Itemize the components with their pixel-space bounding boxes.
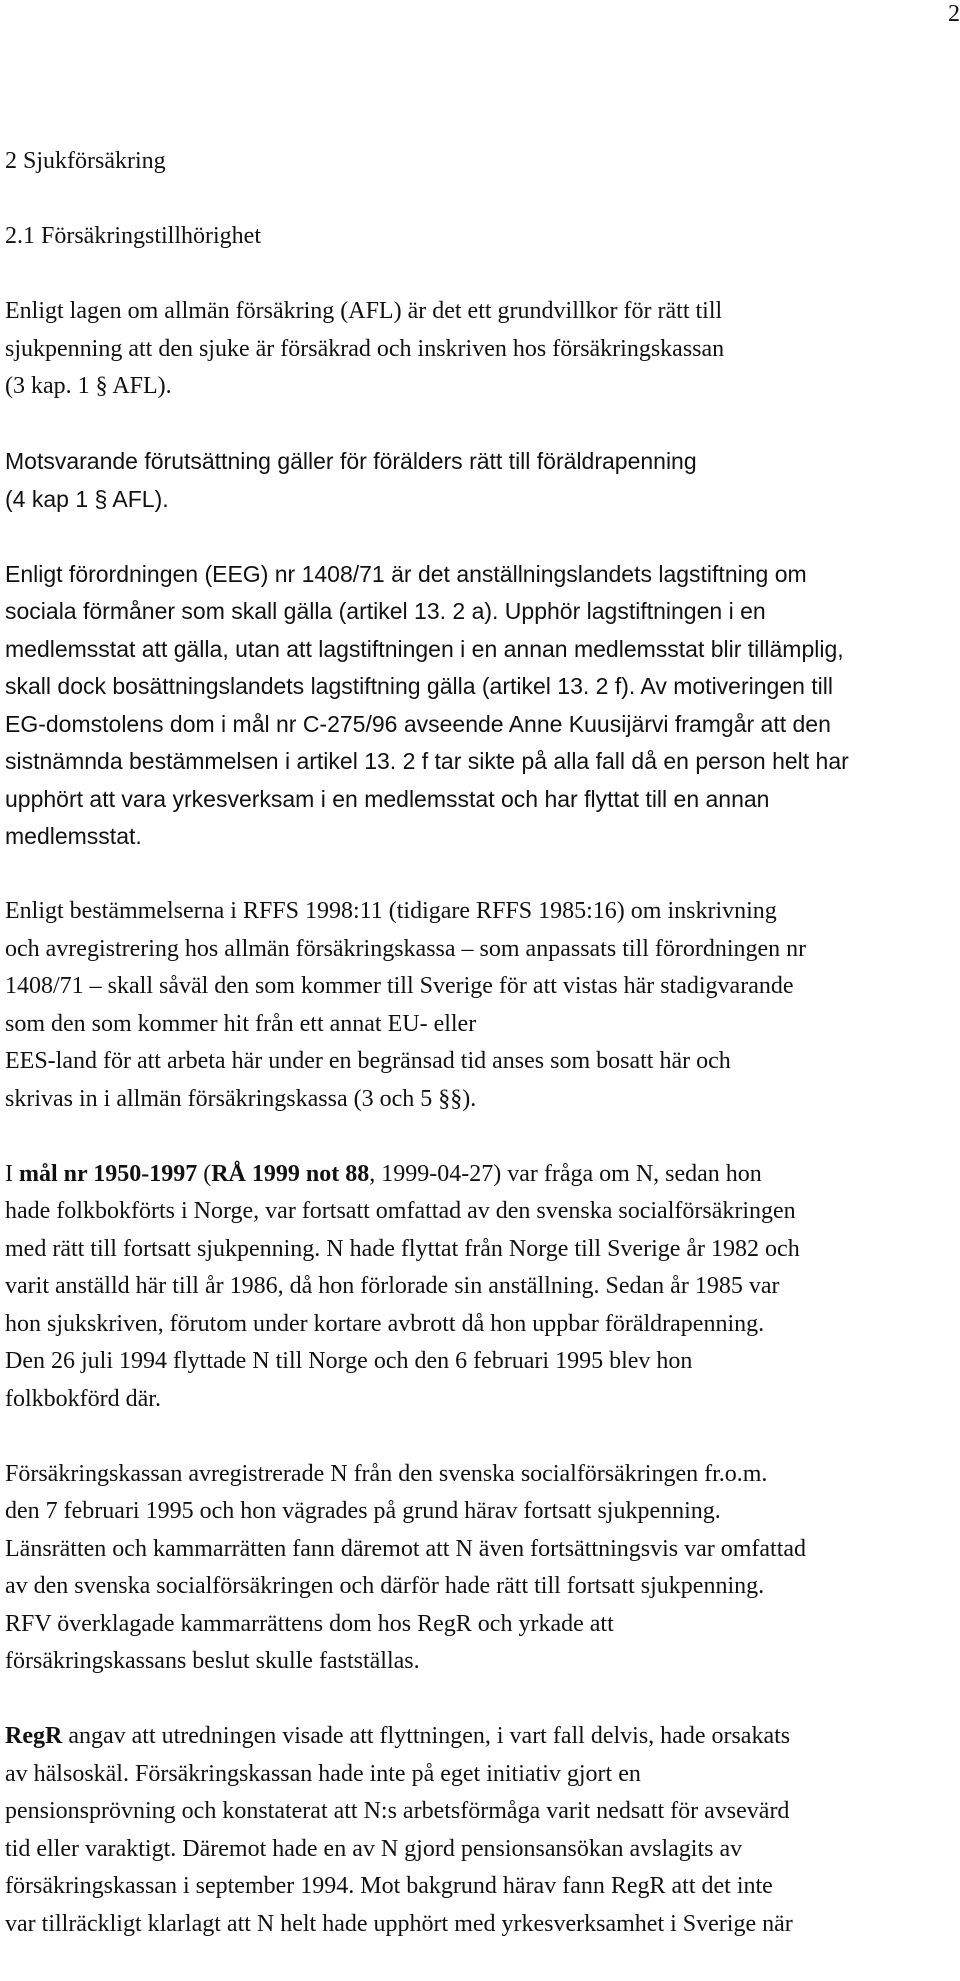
case-text-rest: , 1999-04-27) var fråga om N, sedan hon hade folkbokförts i Norge, var fortsatt omfattad av den svenska socialförsäkringen med rätt till fortsatt sjukpenning. N hade flyttat från Norge till Sverige år 1982 och varit anställd här till år 1986, då hon förlorade sin anställning. Sedan år 1985 var hon sjukskriven, förutom under kortare avbrott då hon uppbar föräldrapenning. Den 26 juli 1994 flyttade N till Norge och den 6 februari 1995 blev hon folkbokförd där. [5, 1160, 800, 1412]
case-text-paren: ( [197, 1160, 212, 1187]
section-heading: 2 Sjukförsäkring [5, 148, 166, 174]
regr-text: angav att utredningen visade att flyttningen, i vart fall delvis, hade orsakats av hälsoskäl. Försäkringskassan hade inte på eget initiativ gjort en pensionsprövning och konstaterat att N:s arbetsförmåga varit nedsatt för avsevärd tid eller varaktigt. Däremot hade en av N gjord pensionsansökan avslagits av försäkringskassan i september 1994. Mot bakgrund härav fann RegR att det inte var tillräckligt klarlagt att N helt hade upphört med yrkesverksamhet i Sverige när [5, 1723, 793, 1937]
document-body [5, 143, 957, 1981]
paragraph-afl-requirement: Enligt lagen om allmän försäkring (AFL) är det ett grundvillkor för rätt till sjukpenning att den sjuke är försäkrad och inskriven hos försäkringskassan (3 kap. 1 § AFL). [5, 298, 725, 399]
regr-label: RegR [5, 1723, 63, 1749]
paragraph-rffs-rules: Enligt bestämmelserna i RFFS 1998:11 (tidigare RFFS 1985:16) om inskrivning och avregistrering hos allmän försäkringskassa – som anpassats till förordningen nr 1408/71 – skall såväl den som kommer till Sverige för att vistas här stadigvarande som den som kommer hit från ett annat EU- eller EES-land för att arbeta här under en begränsad tid anses som bosatt här och skrivas in i allmän försäkringskassa (3 och 5 §§). [5, 898, 807, 1112]
page-number: 2 [948, 1, 960, 27]
subsection-heading: 2.1 Försäkringstillhörighet [5, 223, 261, 249]
paragraph-case-1950-1997 [5, 1156, 957, 1419]
case-reference: RÅ 1999 not 88 [211, 1160, 370, 1187]
paragraph-parental-benefit: Motsvarande förutsättning gäller för förälders rätt till föräldrapenning (4 kap 1 § AFL). [5, 448, 697, 512]
paragraph-regr-ruling [5, 1718, 957, 1943]
case-text-start: I [5, 1160, 19, 1187]
paragraph-eeg-regulation: Enligt förordningen (EEG) nr 1408/71 är det anställningslandets lagstiftning om sociala förmåner som skall gälla (artikel 13. 2 a). Upphör lagstiftningen i en medlemsstat att gälla, utan att lagstiftningen i en annan medlemsstat blir tillämplig, skall dock bosättningslandets lagstiftning gälla (artikel 13. 2 f). Av motiveringen till EG-domstolens dom i mål nr C-275/96 avseende Anne Kuusijärvi framgår att den sistnämnda bestämmelsen i artikel 13. 2 f tar sikte på alla fall då en person helt har upphört att vara yrkesverksam i en medlemsstat och har flyttat till en annan medlemsstat. [5, 560, 849, 849]
paragraph-insurance-fund-decision: Försäkringskassan avregistrerade N från den svenska socialförsäkringen fr.o.m. den 7 februari 1995 och hon vägrades på grund härav fortsatt sjukpenning. Länsrätten och kammarrätten fann däremot att N även fortsättningsvis var omfattad av den svenska socialförsäkringen och därför hade rätt till fortsatt sjukpenning. RFV överklagade kammarrättens dom hos RegR och yrkade att försäkringskassans beslut skulle fastställas. [5, 1460, 807, 1674]
case-number: mål nr 1950-1997 [19, 1160, 198, 1187]
